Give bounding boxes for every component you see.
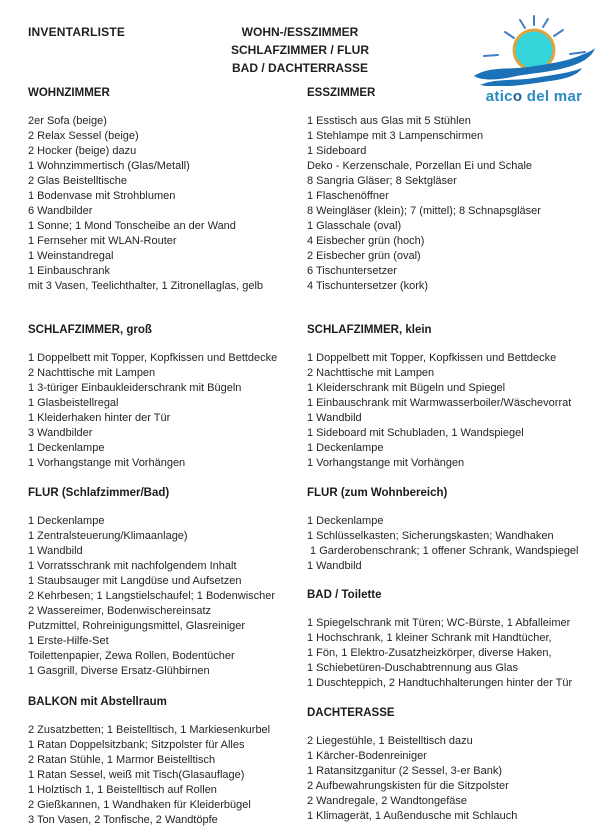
section-heading: ESSZIMMER <box>307 87 376 99</box>
inventory-item: 2er Sofa (beige) <box>28 115 107 127</box>
inventory-item: 2 Nachttische mit Lampen <box>307 367 435 379</box>
section-heading: WOHNZIMMER <box>28 87 110 99</box>
inventory-item: 1 Kleiderhaken hinter der Tür <box>28 412 171 424</box>
inventory-item: 1 Glasbeistellregal <box>28 397 119 409</box>
inventory-item: 1 Vorhangstange mit Vorhängen <box>28 457 186 469</box>
inventory-item: mit 3 Vasen, Teelichthalter, 1 Zitronellaglas, gelb <box>28 280 264 292</box>
inventory-item: 1 Schiebetüren-Duschabtrennung aus Glas <box>307 662 518 674</box>
section-esszimmer <box>307 86 597 294</box>
inventory-item: 1 Sideboard mit Schubladen, 1 Wandspiegel <box>307 427 524 439</box>
inventory-item: 2 Zusatzbetten; 1 Beistelltisch, 1 Markiesenkurbel <box>28 724 271 736</box>
inventory-item: 1 Doppelbett mit Topper, Kopfkissen und Bettdecke <box>307 352 557 364</box>
inventory-item: 1 Deckenlampe <box>307 442 384 454</box>
inventory-item: 2 Liegestühle, 1 Beistelltisch dazu <box>307 735 473 747</box>
page-title-line-1: WOHN-/ESSZIMMER <box>241 25 359 39</box>
inventory-item: 2 Ratan Stühle, 1 Marmor Beistelltisch <box>28 754 216 766</box>
inventory-item: 1 Garderobenschrank; 1 offener Schrank, Wandspiegel <box>307 545 579 557</box>
inventory-item: 8 Weingläser (klein); 7 (mittel); 8 Schnapsgläser <box>307 205 541 217</box>
inventory-item: 1 Einbauschrank <box>28 265 110 277</box>
section-heading: FLUR (Schlafzimmer/Bad) <box>28 487 170 499</box>
logo-text-part1: atic <box>485 88 513 105</box>
inventory-item: 2 Hocker (beige) dazu <box>28 145 137 157</box>
inventory-item: 1 Zentralsteuerung/Klimaanlage) <box>28 530 188 542</box>
inventory-item: 3 Ton Vasen, 2 Tonfische, 2 Wandtöpfe <box>28 814 218 826</box>
inventory-item: 1 Duschteppich, 2 Handtuchhalterungen hinter der Tür <box>307 677 573 689</box>
inventory-item: Putzmittel, Rohreinigungsmittel, Glasreiniger <box>28 620 246 632</box>
inventory-item: 1 Schlüsselkasten; Sicherungskasten; Wandhaken <box>307 530 554 542</box>
inventory-item: 1 Staubsauger mit Langdüse und Aufsetzen <box>28 575 242 587</box>
item-list <box>307 734 597 824</box>
inventory-item: 1 Kärcher-Bodenreiniger <box>307 750 427 762</box>
inventory-item: 1 Ratan Sessel, weiß mit Tisch(Glasauflage) <box>28 769 245 781</box>
inventory-item: 1 Deckenlampe <box>28 442 105 454</box>
logo-text-part2: o <box>512 88 523 105</box>
inventory-item: 1 Doppelbett mit Topper, Kopfkissen und Bettdecke <box>28 352 278 364</box>
item-list <box>307 514 597 574</box>
inventory-item: 2 Kehrbesen; 1 Langstielschaufel; 1 Bodenwischer <box>28 590 276 602</box>
inventory-item: 6 Tischuntersetzer <box>307 265 397 277</box>
logo-text-part3: del mar <box>522 88 583 105</box>
item-list <box>28 114 318 294</box>
item-list <box>307 351 597 471</box>
inventory-item: 1 Deckenlampe <box>307 515 384 527</box>
section-heading: SCHLAFZIMMER, klein <box>307 324 432 336</box>
inventory-item: 1 Flaschenöffner <box>307 190 389 202</box>
section-heading: DACHTERASSE <box>307 707 395 719</box>
inventory-item: 4 Eisbecher grün (hoch) <box>307 235 425 247</box>
item-list <box>307 616 597 691</box>
inventory-item: 1 Gasgrill, Diverse Ersatz-Glühbirnen <box>28 665 210 677</box>
section-dachterrasse <box>307 706 597 824</box>
inventory-item: 1 Fön, 1 Elektro-Zusatzheizkörper, diverse Haken, <box>307 647 552 659</box>
item-list <box>28 351 318 471</box>
page-title-line-2: SCHLAFZIMMER / FLUR <box>231 43 369 57</box>
inventory-item: 1 Weinstandregal <box>28 250 114 262</box>
inventory-item: 1 Deckenlampe <box>28 515 105 527</box>
section-schlafzimmer-klein <box>307 323 597 471</box>
section-schlafzimmer-gross <box>28 323 318 471</box>
inventory-item: 1 Vorratsschrank mit nachfolgendem Inhalt <box>28 560 237 572</box>
item-list <box>28 723 318 828</box>
inventory-item: 8 Sangria Gläser; 8 Sektgläser <box>307 175 457 187</box>
sun-and-wave-icon <box>472 12 596 86</box>
section-bad-toilette <box>307 588 597 691</box>
inventory-item: 6 Wandbilder <box>28 205 93 217</box>
inventory-item: 1 Glasschale (oval) <box>307 220 402 232</box>
inventory-item: 1 Wandbild <box>28 545 83 557</box>
section-heading: BALKON mit Abstellraum <box>28 696 167 708</box>
inventory-item: 2 Wandregale, 2 Wandtongefäse <box>307 795 468 807</box>
inventory-item: 1 Esstisch aus Glas mit 5 Stühlen <box>307 115 471 127</box>
inventory-item: 1 Erste-Hilfe-Set <box>28 635 109 647</box>
section-heading: FLUR (zum Wohnbereich) <box>307 487 448 499</box>
inventory-item: 2 Eisbecher grün (oval) <box>307 250 421 262</box>
inventory-item: 2 Aufbewahrungskisten für die Sitzpolster <box>307 780 509 792</box>
item-list <box>28 514 318 679</box>
inventory-item: 1 Wandbild <box>307 412 362 424</box>
inventory-item: 2 Gießkannen, 1 Wandhaken für Kleiderbügel <box>28 799 251 811</box>
inventory-item: 2 Nachttische mit Lampen <box>28 367 156 379</box>
inventory-item: 1 Stehlampe mit 3 Lampenschirmen <box>307 130 484 142</box>
inventory-item: 1 Einbauschrank mit Warmwasserboiler/Wäschevorrat <box>307 397 572 409</box>
section-balkon <box>28 695 318 828</box>
inventory-item: 1 Hochschrank, 1 kleiner Schrank mit Handtücher, <box>307 632 552 644</box>
inventory-item: 2 Glas Beistelltische <box>28 175 128 187</box>
inventory-item: 1 Sideboard <box>307 145 367 157</box>
inventory-item: 4 Tischuntersetzer (kork) <box>307 280 429 292</box>
section-flur-schlafzimmer-bad <box>28 486 318 679</box>
section-heading: SCHLAFZIMMER, groß <box>28 324 152 336</box>
inventory-item: 1 Ratansitzganitur (2 Sessel, 3-er Bank) <box>307 765 503 777</box>
section-wohnzimmer <box>28 86 318 294</box>
inventory-item: 1 Ratan Doppelsitzbank; Sitzpolster für Alles <box>28 739 245 751</box>
inventory-item: 1 Wohnzimmertisch (Glas/Metall) <box>28 160 190 172</box>
inventory-item: 1 Bodenvase mit Strohblumen <box>28 190 176 202</box>
section-heading: BAD / Toilette <box>307 589 382 601</box>
inventory-item: 2 Wassereimer, Bodenwischereinsatz <box>28 605 212 617</box>
page-title <box>140 23 460 77</box>
section-flur-wohnbereich <box>307 486 597 574</box>
inventory-item: 1 Holztisch 1, 1 Beistelltisch auf Rollen <box>28 784 217 796</box>
inventory-item: 1 Kleiderschrank mit Bügeln und Spiegel <box>307 382 506 394</box>
inventory-item: 1 Wandbild <box>307 560 362 572</box>
inventory-item: 1 Fernseher mit WLAN-Router <box>28 235 177 247</box>
inventory-item: Deko - Kerzenschale, Porzellan Ei und Schale <box>307 160 533 172</box>
inventory-item: 3 Wandbilder <box>28 427 93 439</box>
document-title: INVENTARLISTE <box>28 25 126 39</box>
inventory-item: 1 Klimagerät, 1 Außendusche mit Schlauch <box>307 810 518 822</box>
page-title-line-3: BAD / DACHTERRASSE <box>231 61 368 75</box>
inventory-item: 1 3-türiger Einbaukleiderschrank mit Bügeln <box>28 382 242 394</box>
inventory-item: 1 Vorhangstange mit Vorhängen <box>307 457 465 469</box>
inventory-item: 2 Relax Sessel (beige) <box>28 130 139 142</box>
item-list <box>307 114 597 294</box>
inventory-item: Toilettenpapier, Zewa Rollen, Bodentücher <box>28 650 235 662</box>
inventory-item: 1 Sonne; 1 Mond Tonscheibe an der Wand <box>28 220 236 232</box>
inventory-item: 1 Spiegelschrank mit Türen; WC-Bürste, 1 Abfalleimer <box>307 617 571 629</box>
